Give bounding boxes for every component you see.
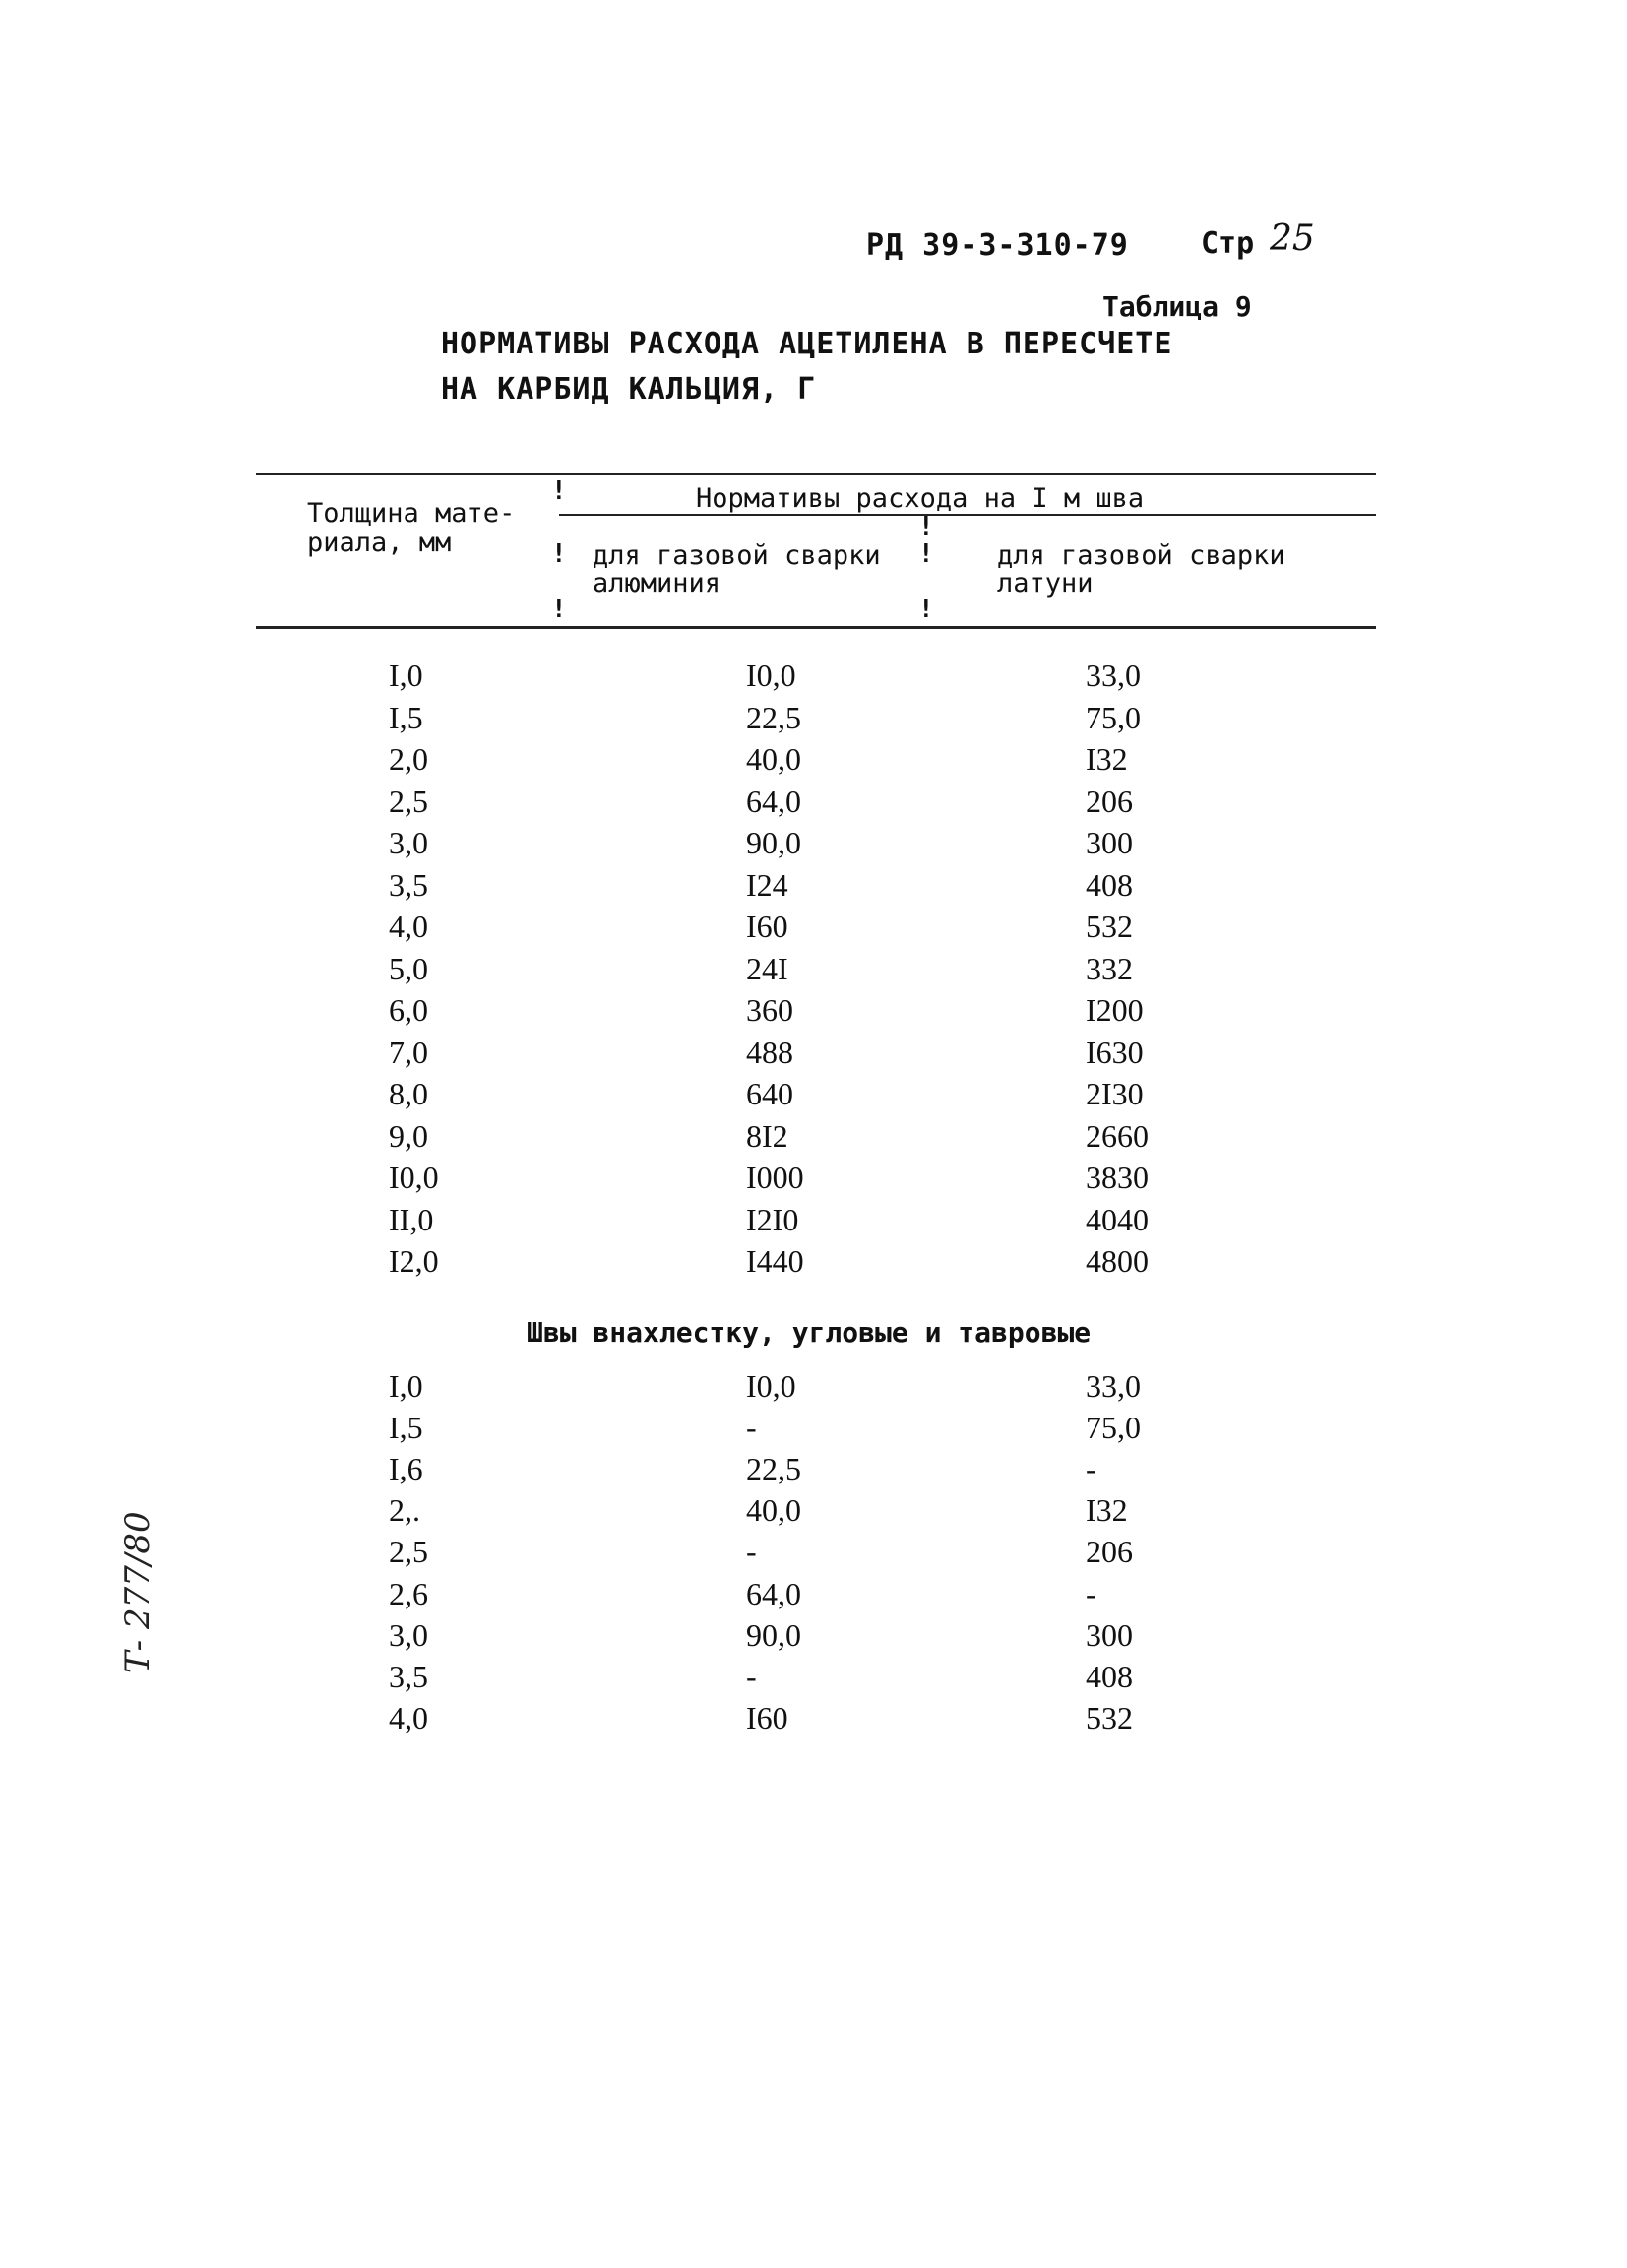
table-cell: - [746,1658,757,1694]
margin-stamp: Т- 277/80 [118,1511,157,1673]
header-bottom-rule [256,626,1376,629]
table-cell: 360 [746,992,793,1028]
table-label: Таблица 9 [1102,290,1252,323]
table-cell: 300 [1086,1616,1133,1653]
table-cell: 75,0 [1086,1410,1141,1446]
column-separator: ! [918,539,934,569]
document-code: РД 39-3-310-79 [866,228,1129,263]
table-cell: I0,0 [389,1160,439,1195]
column-separator: ! [551,595,567,624]
table-cell: 2,0 [389,741,428,777]
table-cell: 2,. [389,1492,420,1529]
table-cell: I32 [1086,741,1128,777]
table-cell: 332 [1086,950,1133,986]
table-cell: 408 [1086,866,1133,903]
table-cell: I,5 [389,699,423,735]
table-cell: - [746,1534,757,1570]
table-cell: 2I30 [1086,1076,1144,1111]
table-cell: - [746,1410,757,1446]
col2-header-line1: для газовой сварки [593,540,881,571]
table-cell: 3830 [1086,1160,1149,1195]
table-cell: I32 [1086,1492,1128,1529]
table-cell: I440 [746,1243,804,1279]
table-cell: 2,5 [389,1534,428,1570]
page-label: Стр [1201,226,1255,261]
table-cell: 300 [1086,825,1133,860]
table-cell: I60 [746,1699,788,1735]
column-separator: ! [551,539,567,569]
group-header: Нормативы расхода на I м шва [696,483,1145,514]
table-cell: I200 [1086,992,1144,1028]
table-cell: I,0 [389,658,423,693]
table-cell: 3,5 [389,1658,428,1694]
table-cell: I2,0 [389,1243,439,1279]
table-cell: 3,0 [389,1616,428,1653]
table-cell: I0,0 [746,658,796,693]
table-cell: 9,0 [389,1117,428,1154]
table-cell: 75,0 [1086,699,1141,735]
table-cell: 40,0 [746,1492,801,1529]
table-cell: 8,0 [389,1076,428,1111]
table-cell: I,5 [389,1410,423,1446]
col1-header-line2: риала, мм [307,528,452,558]
table-cell: 532 [1086,1699,1133,1735]
table-cell: - [1086,1575,1096,1611]
table-cell: 532 [1086,909,1133,944]
table-cell: 488 [746,1034,793,1070]
table-cell: 206 [1086,783,1133,819]
table-cell: 408 [1086,1658,1133,1694]
table-cell: 4,0 [389,909,428,944]
table-cell: 2660 [1086,1117,1149,1154]
table-title-line-2: НА КАРБИД КАЛЬЦИЯ, Г [441,372,817,407]
table-cell: 64,0 [746,1575,801,1611]
table-cell: 640 [746,1076,793,1111]
table-cell: 90,0 [746,1616,801,1653]
col1-header-line1: Толщина мате- [307,498,516,529]
table-cell: I60 [746,909,788,944]
table-cell: 64,0 [746,783,801,819]
table-title-line-1: НОРМАТИВЫ РАСХОДА АЦЕТИЛЕНА В ПЕРЕСЧЕТЕ [441,327,1173,361]
table-cell: I0,0 [746,1368,796,1404]
table-cell: II,0 [389,1201,434,1237]
column-separator: ! [551,476,567,506]
section-subheading: Швы внахлестку, угловые и тавровые [527,1316,1092,1349]
table-cell: 90,0 [746,825,801,860]
table-cell: 4,0 [389,1699,428,1735]
table-cell: I2I0 [746,1201,799,1237]
table-cell: 4040 [1086,1201,1149,1237]
group-header-rule [559,514,1376,516]
table-cell: I24 [746,866,788,903]
table-cell: 33,0 [1086,1368,1141,1404]
table-cell: I,0 [389,1368,423,1404]
table-cell: 24I [746,950,788,986]
table-cell: 7,0 [389,1034,428,1070]
table-cell: 3,0 [389,825,428,860]
table-cell: 2,6 [389,1575,428,1611]
column-separator: ! [918,512,934,541]
table-cell: 6,0 [389,992,428,1028]
col3-header-line2: латуни [997,568,1094,598]
table-cell: 5,0 [389,950,428,986]
column-separator: ! [918,595,934,624]
col3-header-line1: для газовой сварки [997,540,1285,571]
table-cell: 40,0 [746,741,801,777]
table-cell: 22,5 [746,1451,801,1487]
table-cell: - [1086,1451,1096,1487]
table-cell: 4800 [1086,1243,1149,1279]
table-cell: 2,5 [389,783,428,819]
table-cell: I000 [746,1160,804,1195]
page-number: 25 [1270,219,1315,259]
table-cell: 8I2 [746,1117,788,1154]
table-top-rule [256,472,1376,475]
table-cell: 206 [1086,1534,1133,1570]
col2-header-line2: алюминия [593,568,721,598]
table-cell: I,6 [389,1451,423,1487]
table-cell: 33,0 [1086,658,1141,693]
table-cell: 22,5 [746,699,801,735]
table-cell: I630 [1086,1034,1144,1070]
table-cell: 3,5 [389,866,428,903]
